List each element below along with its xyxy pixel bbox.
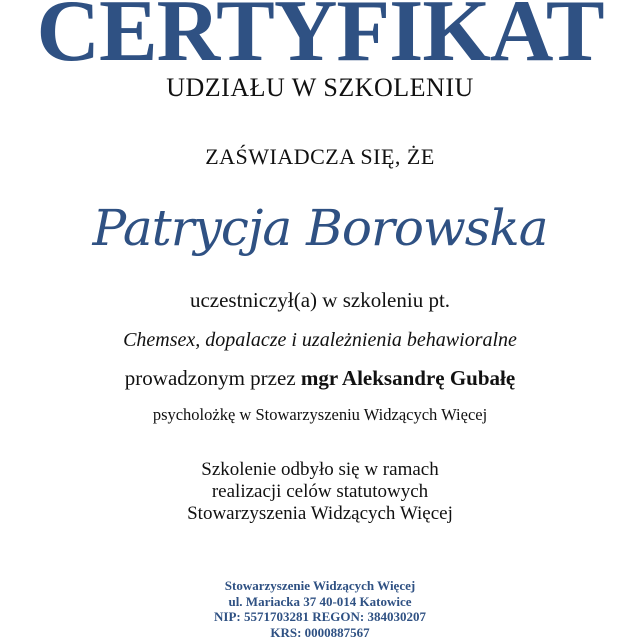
- participation-text: uczestniczył(a) w szkoleniu pt.: [189, 288, 451, 312]
- footer-org: Stowarzyszenie Widzących Więcej: [224, 578, 416, 593]
- note-line: Stowarzyszenia Widzących Więcej: [187, 503, 453, 524]
- certificate-subtitle: UDZIAŁU W SZKOLENIU: [166, 73, 474, 102]
- course-title: Chemsex, dopalacze i uzależnienia behawioralne: [123, 329, 517, 351]
- footer-ids: NIP: 5571703281 REGON: 384030207: [214, 609, 426, 624]
- led-by-prefix: prowadzonym przez: [124, 366, 296, 390]
- training-note: [0, 459, 640, 525]
- note-line: realizacji celów statutowych: [211, 481, 429, 502]
- participant-name: Patrycja Borowska: [92, 199, 548, 257]
- led-by-line: [0, 366, 640, 390]
- trainer-name: mgr Aleksandrę Gubałę: [300, 366, 516, 390]
- organization-footer: [0, 578, 640, 640]
- footer-address: ul. Mariacka 37 40-014 Katowice: [228, 593, 412, 609]
- trainer-role: psycholożkę w Stowarzyszeniu Widzących Więcej: [152, 405, 488, 424]
- footer-krs: KRS: 0000887567: [270, 624, 370, 640]
- certifies-heading: ZAŚWIADCZA SIĘ, ŻE: [205, 144, 435, 169]
- note-line: Szkolenie odbyło się w ramach: [201, 459, 439, 480]
- certificate-title: CERTYFIKAT: [36, 0, 604, 80]
